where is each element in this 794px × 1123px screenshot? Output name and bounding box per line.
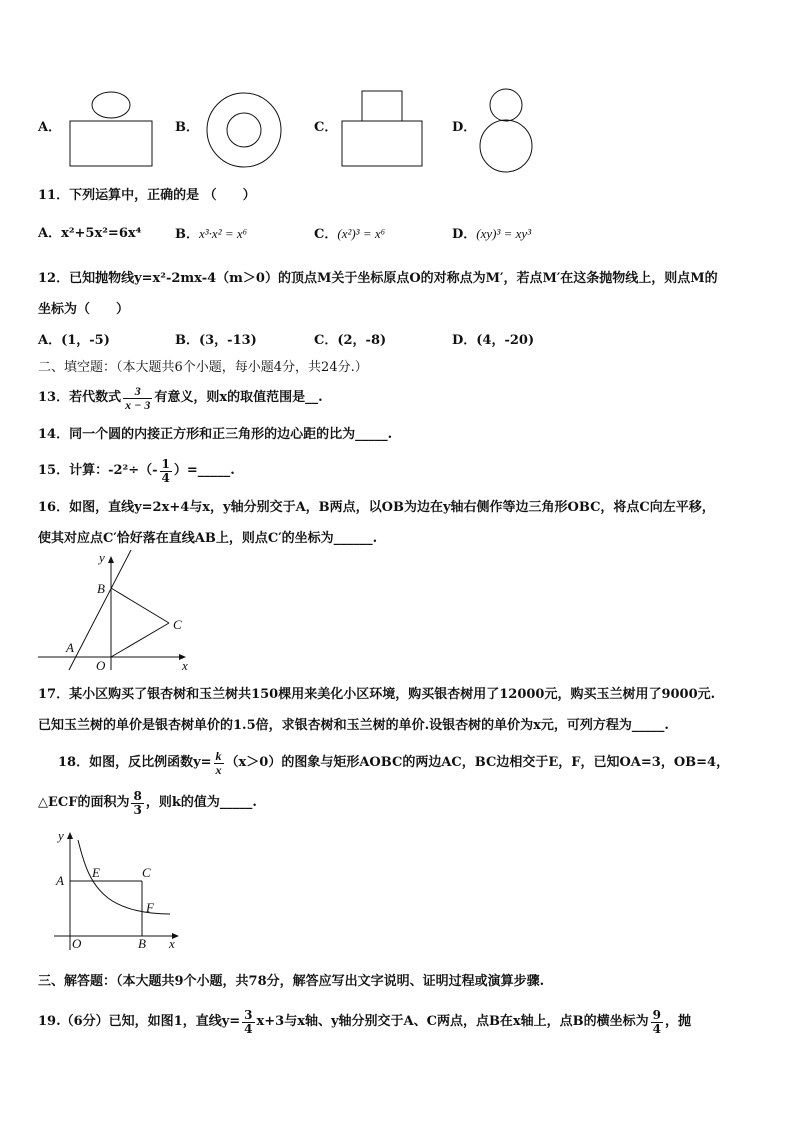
- q18-area-fraction-den: 3: [133, 802, 142, 817]
- q11-option-a-text: x²+5x²=6x⁴: [61, 226, 142, 241]
- option-b-outer-circle: [207, 93, 281, 167]
- q13-suffix: 有意义，则x的取值范围是__.: [154, 390, 323, 405]
- q13-fraction: [123, 385, 152, 412]
- q12-option-c: C．(2，-8): [314, 333, 387, 348]
- q11-option-b: [175, 226, 247, 243]
- q18-suffix: （x＞0）的图象与矩形AOBC的两边AC，BC边相交于E，F，已知OA=3，OB=4，: [225, 755, 730, 770]
- q18-label-x: x: [169, 936, 175, 951]
- q15-fraction: [160, 458, 172, 485]
- q16-segment-bc: [111, 588, 169, 623]
- q15-fraction-num: 1: [161, 456, 170, 471]
- q14: 14．同一个圆的内接正方形和正三角形的边心距的比为_____.: [38, 427, 393, 442]
- q12-line1: 12．已知抛物线y=x²-2mx-4（m＞0）的顶点M关于坐标原点O的对称点为M′，若点M′在这条抛物线上，则点M的: [38, 271, 718, 286]
- q18-area-fraction: [131, 790, 143, 817]
- q17-line2: 已知玉兰树的单价是银杏树单价的1.5倍，求银杏树和玉兰树的单价.设银杏树的单价为x元，可列方程为_____.: [38, 718, 669, 733]
- q16-line2: 使其对应点C′恰好落在直线AB上，则点C′的坐标为______.: [38, 531, 378, 546]
- option-c-bottom-rect: [342, 121, 422, 166]
- q15-suffix: ）=_____.: [173, 463, 235, 478]
- option-d-label: D．: [452, 120, 477, 135]
- q19: [38, 1004, 691, 1040]
- option-a-figure: [68, 88, 154, 168]
- q18-area-fraction-num: 8: [133, 788, 142, 803]
- q12-line2: 坐标为（ ）: [38, 302, 130, 317]
- q16-label-y: y: [99, 550, 105, 565]
- q19-slope-num: 3: [244, 1007, 253, 1022]
- q18-label-f: F: [146, 900, 154, 915]
- q18-line2-prefix: △ECF的面积为: [38, 795, 130, 810]
- q15-fraction-den: 4: [161, 470, 170, 485]
- q12-option-d: D．(4，-20): [452, 333, 535, 348]
- q16-label-x: x: [182, 658, 188, 672]
- q18-label-y: y: [58, 828, 64, 843]
- q11-option-d-text: (xy)³ = xy³: [476, 226, 532, 241]
- q18-fraction-den: x: [215, 762, 222, 777]
- q15: [38, 455, 235, 487]
- option-c-figure: [340, 88, 424, 170]
- section-3-heading: 三、解答题：（本大题共9个小题，共78分，解答应写出文字说明、证明过程或演算步骤.: [38, 974, 545, 989]
- q13-prefix: 13．若代数式: [38, 390, 122, 405]
- q18-line2: [38, 786, 257, 820]
- section-2-heading: 二、填空题：（本大题共6个小题，每小题4分，共24分.）: [38, 360, 368, 375]
- option-d-small-circle: [490, 89, 522, 121]
- q18-label-b: B: [138, 936, 146, 951]
- option-b-label: B．: [175, 120, 199, 135]
- q18-fraction: [214, 750, 224, 777]
- q18-label-o: O: [72, 936, 82, 951]
- q19-slope-fraction: [242, 1009, 254, 1036]
- q13-fraction-num: 3: [123, 385, 152, 399]
- q11-option-b-text: x³·x² = x⁶: [199, 226, 248, 241]
- q18-y-axis-arrow: [67, 832, 73, 839]
- option-d-large-circle: [480, 120, 532, 172]
- q16-figure: [36, 548, 196, 672]
- q11-option-b-label: B．: [175, 227, 199, 242]
- option-a-rect: [70, 121, 152, 166]
- q11-option-c-label: C．: [314, 227, 338, 242]
- q19-slope-den: 4: [244, 1021, 253, 1036]
- q18-line1: [58, 745, 729, 781]
- q16-line1: 16．如图，直线y=2x+4与x，y轴分别交于A，B两点，以OB为边在y轴右侧作等边三角形OBC，将点C向左平移，: [38, 500, 715, 515]
- q15-prefix: 15．计算：-2²÷（-: [38, 463, 158, 478]
- q16-label-b: B: [97, 581, 105, 596]
- q19-abscissa-den: 4: [652, 1021, 662, 1036]
- option-b-inner-circle: [227, 113, 261, 147]
- q11-stem: 11．下列运算中，正确的是 （ ）: [38, 188, 256, 203]
- q11-option-c: [314, 226, 385, 243]
- q13-fraction-den: x − 3: [125, 397, 151, 412]
- q12-option-a: A．(1，-5): [38, 333, 110, 348]
- q11-option-d: [452, 226, 531, 243]
- q19-abscissa-num: 9: [652, 1007, 662, 1022]
- q18-line2-suffix: ，则k的值为_____.: [145, 795, 257, 810]
- q18-label-a: A: [56, 873, 64, 888]
- q18-fraction-num: k: [215, 748, 222, 763]
- option-c-top-rect: [362, 91, 402, 121]
- option-a-label: A．: [38, 120, 62, 135]
- q16-y-axis-arrow: [108, 556, 114, 563]
- q18-label-c: C: [142, 865, 151, 880]
- q16-line-ab: [69, 550, 131, 670]
- option-a-ellipse: [92, 92, 130, 118]
- q11-option-a: [38, 226, 141, 242]
- q11-option-c-text: (x²)³ = x⁶: [337, 226, 386, 241]
- q17-line1: 17．某小区购买了银杏树和玉兰树共150棵用来美化小区环境，购买银杏树用了12000元，购买玉兰树用了9000元.: [38, 687, 716, 702]
- q19-mid: x+3与x轴、y轴分别交于A、C两点，点B在x轴上，点B的横坐标为: [256, 1014, 649, 1029]
- q16-segment-oc: [111, 623, 169, 657]
- q19-abscissa-fraction: [651, 1009, 663, 1036]
- q16-label-a: A: [66, 640, 74, 655]
- q11-option-d-label: D．: [452, 227, 477, 242]
- option-c-label: C．: [314, 120, 338, 135]
- q19-suffix: ，抛: [665, 1014, 692, 1029]
- q18-prefix: 18．如图，反比例函数y=: [58, 755, 212, 770]
- q18-figure: [48, 826, 188, 954]
- q13: [38, 382, 323, 414]
- option-d-figure: [476, 86, 536, 178]
- q11-option-a-label: A．: [38, 226, 62, 241]
- q18-label-e: E: [92, 865, 100, 880]
- q16-label-c: C: [173, 617, 182, 632]
- option-b-figure: [203, 90, 285, 172]
- q16-label-o: O: [96, 658, 106, 672]
- q19-prefix: 19.（6分）已知，如图1，直线y=: [38, 1014, 241, 1029]
- q12-option-b: B．(3，-13): [175, 333, 257, 348]
